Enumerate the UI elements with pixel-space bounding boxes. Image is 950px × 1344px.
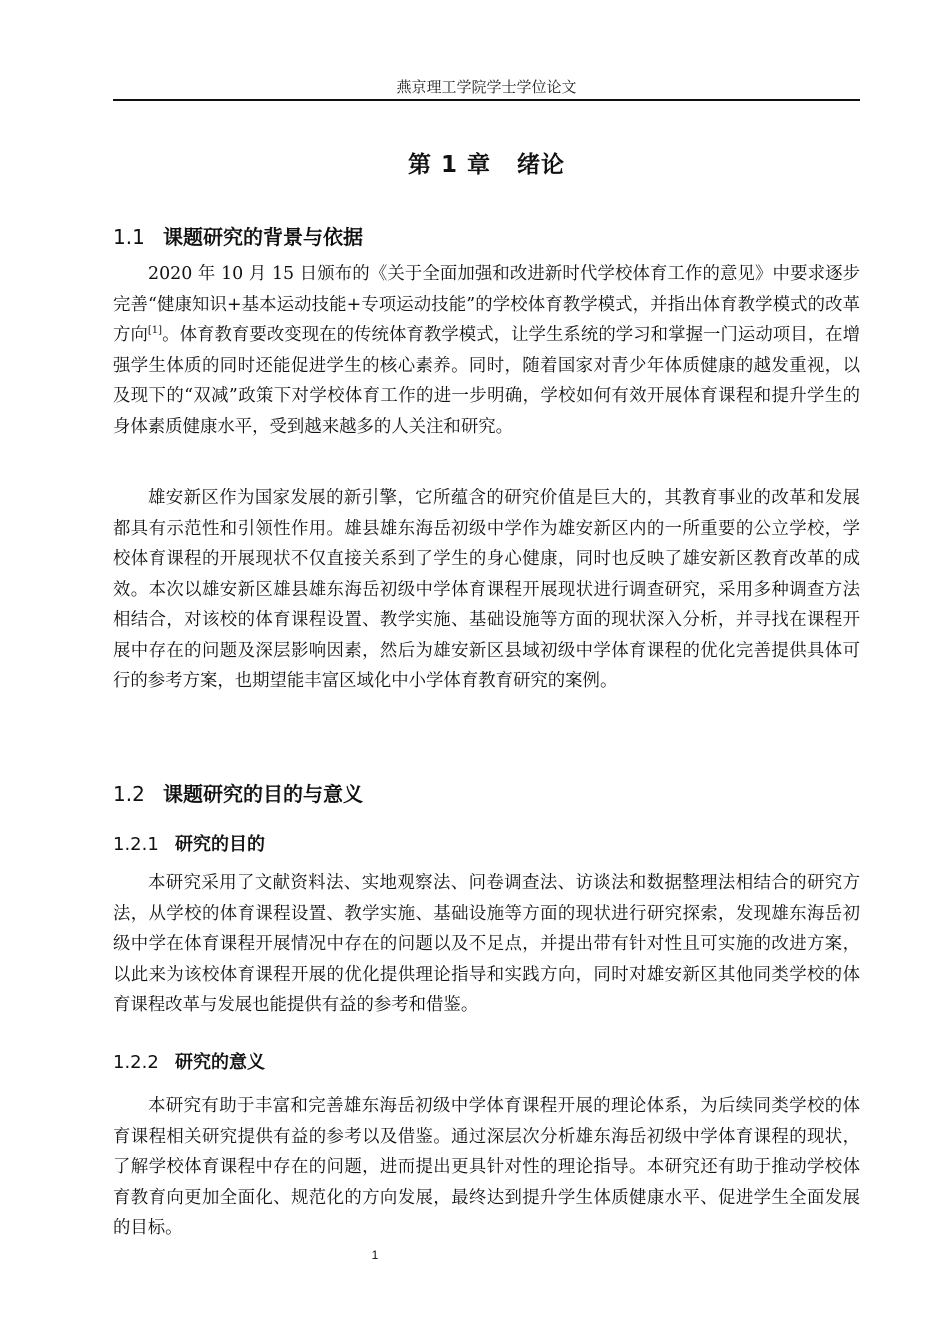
section-number: 1.2 bbox=[113, 782, 145, 806]
chapter-number: 第 1 章 bbox=[407, 152, 492, 178]
section-number: 1.1 bbox=[113, 225, 145, 249]
citation-ref: [1] bbox=[147, 325, 163, 337]
section-heading-1-2 bbox=[113, 778, 363, 807]
subsection-number: 1.2.1 bbox=[113, 834, 159, 855]
subsection-heading-1-2-2 bbox=[113, 1048, 265, 1074]
chapter-name: 绪论 bbox=[517, 152, 566, 178]
paragraph-significance: 本研究有助于丰富和完善雄东海岳初级中学体育课程开展的理论体系，为后续同类学校的体育课程相关研究提供有益的参考以及借鉴。通过深层次分析雄东海岳初级中学体育课程的现状，了解学校体育课程中存在的问题，进而提出更具针对性的理论指导。本研究还有助于推动学校体育教育向更加全面化、规范化的方向发展，最终达到提升学生体质健康水平、促进学生全面发展的目标。 bbox=[113, 1096, 860, 1238]
subsection-title: 研究的意义 bbox=[175, 1052, 265, 1073]
subsection-number: 1.2.2 bbox=[113, 1052, 159, 1073]
section-title: 课题研究的背景与依据 bbox=[163, 225, 363, 249]
paragraph-background-1: 2020 年 10 月 15 日颁布的《关于全面加强和改进新时代学校体育工作的意见》中要求逐步完善“健康知识+基本运动技能+专项运动技能”的学校体育教学模式，并指出体育教学模式的改革方向[1]。体育教育要改变现在的传统体育教学模式，让学生系统的学习和掌握一门运动项目，在增强学生体质的同时还能促进学生的核心素养。同时，随着国家对青少年体质健康的越发重视，以及现下的“双减”政策下对学校体育工作的进一步明确，学校如何有效开展体育课程和提升学生的身体素质健康水平，受到越来越多的人关注和研究。 bbox=[113, 264, 860, 437]
subsection-heading-1-2-1 bbox=[113, 830, 265, 856]
section-heading-1-1 bbox=[113, 221, 363, 250]
paragraph-purpose: 本研究采用了文献资料法、实地观察法、问卷调查法、访谈法和数据整理法相结合的研究方法，从学校的体育课程设置、教学实施、基础设施等方面的现状进行研究探索，发现雄东海岳初级中学在体育课程开展情况中存在的问题以及不足点，并提出带有针对性且可实施的改进方案，以此来为该校体育课程开展的优化提供理论指导和实践方向，同时对雄安新区其他同类学校的体育课程改革与发展也能提供有益的参考和借鉴。 bbox=[113, 873, 860, 1015]
section-title: 课题研究的目的与意义 bbox=[163, 782, 363, 806]
paragraph-background-2: 雄安新区作为国家发展的新引擎，它所蕴含的研究价值是巨大的，其教育事业的改革和发展都具有示范性和引领性作用。雄县雄东海岳初级中学作为雄安新区内的一所重要的公立学校，学校体育课程的开展现状不仅直接关系到了学生的身心健康，同时也反映了雄安新区教育改革的成效。本次以雄安新区雄县雄东海岳初级中学体育课程开展现状进行调查研究，采用多种调查方法相结合，对该校的体育课程设置、教学实施、基础设施等方面的现状深入分析，并寻找在课程开展中存在的问题及深层影响因素，然后为雄安新区县域初级中学体育课程的优化完善提供具体可行的参考方案，也期望能丰富区域化中小学体育教育研究的案例。 bbox=[113, 488, 860, 691]
page-number: 1 bbox=[371, 1248, 379, 1262]
header-divider bbox=[113, 99, 860, 101]
subsection-title: 研究的目的 bbox=[175, 834, 265, 855]
chapter-title bbox=[113, 146, 860, 179]
running-header: 燕京理工学院学士学位论文 bbox=[396, 78, 577, 96]
